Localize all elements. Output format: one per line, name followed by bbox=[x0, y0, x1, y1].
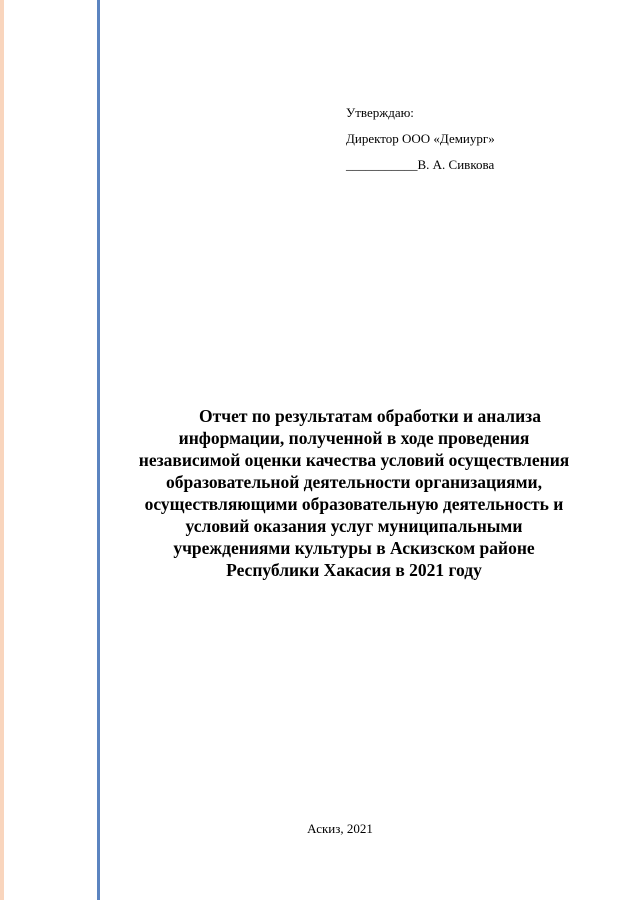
report-title-line: Республики Хакасия в 2021 году bbox=[226, 560, 482, 580]
approval-heading: Утверждаю: bbox=[346, 105, 414, 120]
report-title-line: условий оказания услуг муниципальными bbox=[185, 516, 523, 536]
report-title-line: Отчет по результатам обработки и анализа bbox=[199, 406, 541, 426]
report-title-line: информации, полученной в ходе проведения bbox=[178, 428, 530, 448]
report-title-line: независимой оценки качества условий осуществления bbox=[138, 450, 570, 470]
report-title-line: осуществляющими образовательную деятельность и bbox=[144, 494, 564, 514]
approval-position: Директор ООО «Демиург» bbox=[346, 131, 495, 146]
approval-signature-line: ___________В. А. Сивкова bbox=[346, 157, 495, 172]
report-title-line: образовательной деятельности организациями, bbox=[165, 472, 543, 492]
place-and-year: Аскиз, 2021 bbox=[307, 821, 373, 836]
approval-block bbox=[346, 100, 495, 178]
report-title-line: учреждениями культуры в Аскизском районе bbox=[173, 538, 535, 558]
left-edge-stripe bbox=[0, 0, 4, 900]
report-title bbox=[112, 405, 596, 581]
margin-line bbox=[97, 0, 100, 900]
